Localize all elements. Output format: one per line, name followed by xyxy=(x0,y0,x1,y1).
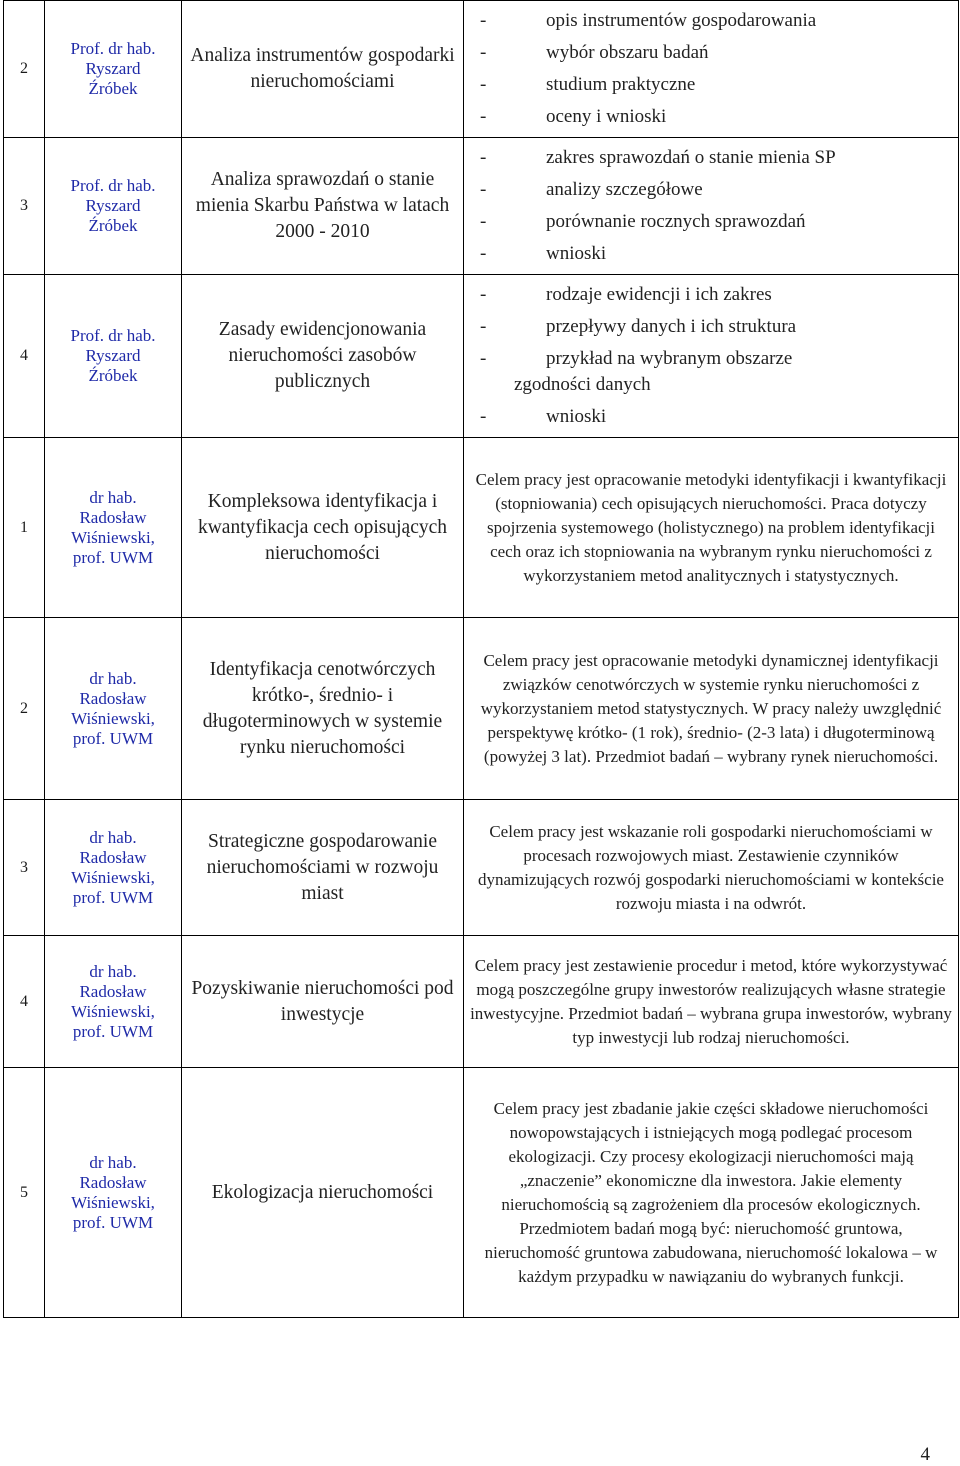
supervisor-line: Radosław xyxy=(79,688,147,708)
topic-description: Celem pracy jest zbadanie jakie części składowe nieruchomości nowopowstających i istniejących mogą podlegać procesom ekologizacji. Czy procesy ekologizacji nieruchomości mają „znaczenie” ekonomiczne dla inwestora. Jakie elementy nieruchomością są zagrożeniem dla procesów ekologicznych. Przedmiotem badań mogą być: nieruchomość gruntowa, nieruchomość gruntowa zabudowana, nieruchomość lokalowa – w każdym przypadku w nawiązaniu do wybranych funkcji. xyxy=(464,1068,959,1318)
topic-title: Ekologizacja nieruchomości xyxy=(182,1068,464,1318)
list-item: - zakres sprawozdań o stanie mienia SP xyxy=(480,147,836,168)
supervisor-cell xyxy=(45,438,182,618)
topic-scope-list xyxy=(464,138,959,275)
supervisor-line: prof. UWM xyxy=(72,1021,154,1041)
table-row xyxy=(4,936,959,1068)
supervisor-cell xyxy=(45,138,182,275)
table-row xyxy=(4,438,959,618)
list-item: - przykład na wybranym obszarze zgodności danych xyxy=(480,348,793,395)
supervisor-line: Ryszard xyxy=(85,346,141,365)
table-row xyxy=(4,618,959,800)
row-number: 2 xyxy=(4,1,45,138)
supervisor-line: Wiśniewski, xyxy=(71,527,155,547)
row-number: 4 xyxy=(4,275,45,438)
row-number: 5 xyxy=(4,1068,45,1318)
list-item: - analizy szczegółowe xyxy=(480,179,703,200)
topic-description: Celem pracy jest opracowanie metodyki identyfikacji i kwantyfikacji (stopniowania) cech opisujących nieruchomości. Praca dotyczy spojrzenia systemowego (holistycznego) na problem identyfikacji cech oraz ich stopniowania na wybranym rynku nieruchomości z wykorzystaniem metod analitycznych i statystycznych. xyxy=(464,438,959,618)
row-number: 4 xyxy=(4,936,45,1068)
page-number: 4 xyxy=(920,1444,930,1465)
supervisor-line: Radosław xyxy=(79,847,147,867)
row-number: 1 xyxy=(4,438,45,618)
topic-title: Analiza sprawozdań o stanie mienia Skarbu Państwa w latach 2000 - 2010 xyxy=(182,138,464,275)
list-item: - opis instrumentów gospodarowania xyxy=(480,10,817,31)
supervisor-line: Ryszard xyxy=(85,59,141,78)
supervisor-line: prof. UWM xyxy=(72,1212,154,1232)
list-item: - studium praktyczne xyxy=(480,74,696,95)
supervisor-line: dr hab. xyxy=(89,961,137,981)
supervisor-cell xyxy=(45,1068,182,1318)
list-item: - oceny i wnioski xyxy=(480,106,667,127)
list-item: - rodzaje ewidencji i ich zakres xyxy=(480,284,772,305)
supervisor-line: prof. UWM xyxy=(72,887,154,907)
table-row xyxy=(4,138,959,275)
table-row xyxy=(4,275,959,438)
supervisor-cell xyxy=(45,936,182,1068)
row-number: 3 xyxy=(4,138,45,275)
supervisor-line: Prof. dr hab. xyxy=(70,176,156,195)
thesis-topics-table xyxy=(3,0,959,1318)
topic-description: Celem pracy jest wskazanie roli gospodarki nieruchomościami w procesach rozwojowych miast. Zestawienie czynników dynamizujących rozwój gospodarki nieruchomościami w kontekście rozwoju miasta i na odwrót. xyxy=(464,800,959,936)
supervisor-cell xyxy=(45,618,182,800)
topic-title: Identyfikacja cenotwórczych krótko-, średnio- i długoterminowych w systemie rynku nieruchomości xyxy=(182,618,464,800)
supervisor-line: prof. UWM xyxy=(72,547,154,567)
topic-title: Pozyskiwanie nieruchomości pod inwestycje xyxy=(182,936,464,1068)
topic-scope-list xyxy=(464,1,959,138)
topic-description: Celem pracy jest zestawienie procedur i metod, które wykorzystywać mogą poszczególne grupy inwestorów realizujących własne strategie inwestycyjne. Przedmiot badań – wybrana grupa inwestorów, wybrany typ inwestycji lub rodzaj nieruchomości. xyxy=(464,936,959,1068)
supervisor-line: dr hab. xyxy=(89,487,137,507)
supervisor-line: Wiśniewski, xyxy=(71,708,155,728)
table-row xyxy=(4,1068,959,1318)
list-item: - porównanie rocznych sprawozdań xyxy=(480,211,806,232)
supervisor-cell xyxy=(45,800,182,936)
table-row xyxy=(4,800,959,936)
row-number: 3 xyxy=(4,800,45,936)
supervisor-line: dr hab. xyxy=(89,827,137,847)
supervisor-line: Źróbek xyxy=(88,216,138,235)
supervisor-line: Prof. dr hab. xyxy=(70,326,156,345)
list-item: - przepływy danych i ich struktura xyxy=(480,316,797,337)
supervisor-line: Źróbek xyxy=(88,366,138,385)
supervisor-cell xyxy=(45,1,182,138)
supervisor-line: Wiśniewski, xyxy=(71,1192,155,1212)
supervisor-cell xyxy=(45,275,182,438)
supervisor-line: Ryszard xyxy=(85,196,141,215)
list-item: - wnioski xyxy=(480,243,607,264)
list-item: - wybór obszaru badań xyxy=(480,42,709,63)
topic-title: Strategiczne gospodarowanie nieruchomościami w rozwoju miast xyxy=(182,800,464,936)
supervisor-line: Radosław xyxy=(79,981,147,1001)
topic-description: Celem pracy jest opracowanie metodyki dynamicznej identyfikacji związków cenotwórczych w systemie rynku nieruchomości z wykorzystaniem metod statystycznych. W pracy należy uwzględnić perspektywę krótko- (1 rok), średnio- (2-3 lata) i długoterminową (powyżej 3 lat). Przedmiot badań – wybrany rynek nieruchomości. xyxy=(464,618,959,800)
supervisor-line: prof. UWM xyxy=(72,728,154,748)
topic-scope-list xyxy=(464,275,959,438)
supervisor-line: Radosław xyxy=(79,507,147,527)
supervisor-line: Źróbek xyxy=(88,79,138,98)
table-row xyxy=(4,1,959,138)
topic-title: Kompleksowa identyfikacja i kwantyfikacja cech opisujących nieruchomości xyxy=(182,438,464,618)
supervisor-line: dr hab. xyxy=(89,668,137,688)
supervisor-line: Prof. dr hab. xyxy=(70,39,156,58)
supervisor-line: Wiśniewski, xyxy=(71,1001,155,1021)
row-number: 2 xyxy=(4,618,45,800)
supervisor-line: Wiśniewski, xyxy=(71,867,155,887)
topic-title: Zasady ewidencjonowania nieruchomości zasobów publicznych xyxy=(182,275,464,438)
supervisor-line: Radosław xyxy=(79,1172,147,1192)
list-item: - wnioski xyxy=(480,406,607,427)
topic-title: Analiza instrumentów gospodarki nieruchomościami xyxy=(182,1,464,138)
supervisor-line: dr hab. xyxy=(89,1152,137,1172)
